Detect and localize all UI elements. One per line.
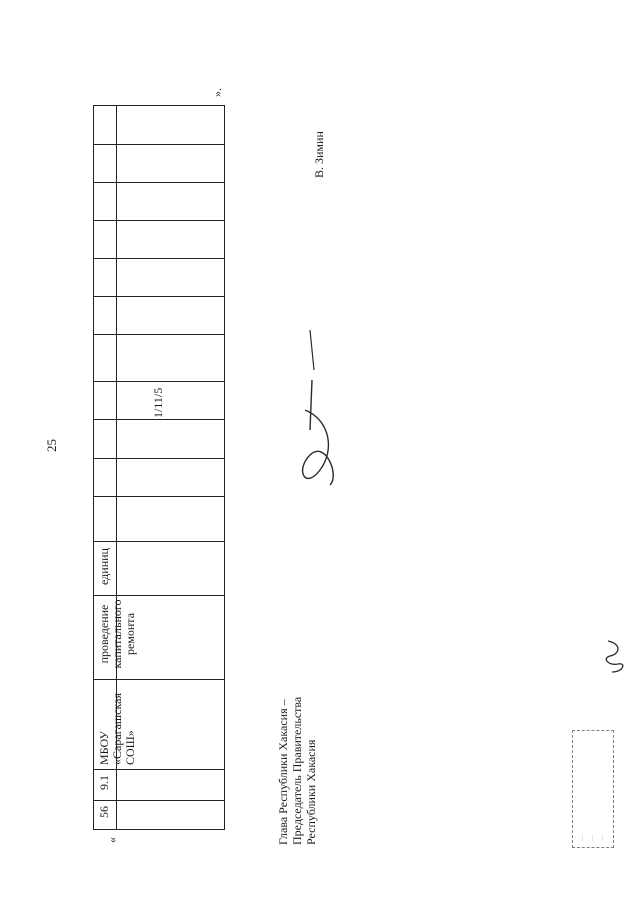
cell-organization [98,693,137,765]
title-line: Председатель Правительства [290,696,304,845]
purpose-line: ремонта [123,612,137,656]
column-divider [93,800,225,801]
table-border-bottom [224,105,225,830]
cell-purpose [98,593,137,675]
column-divider [93,541,225,542]
column-divider [93,182,225,183]
cell-value: 1/11/5 [151,387,165,418]
page-number: 25 [44,439,59,452]
closing-quote-mark: ». [210,88,224,97]
column-divider [93,769,225,770]
stamp-line: … [599,835,605,841]
organization-line: «Сарагашская [110,693,124,765]
column-divider [93,381,225,382]
column-divider [93,296,225,297]
column-divider [93,679,225,680]
stamp-line: … [589,835,595,841]
column-divider [93,496,225,497]
column-divider [93,144,225,145]
signatory-title [276,697,318,845]
cell-unit: единиц [97,548,111,585]
opening-quote-mark: « [105,837,119,843]
organization-line: МБОУ [97,731,111,765]
column-divider [93,419,225,420]
column-divider [93,458,225,459]
purpose-line: капитального [110,599,124,669]
registration-stamp [572,730,614,848]
column-divider [93,334,225,335]
title-line: Республики Хакасия [304,739,318,845]
table-border-top [93,105,94,830]
stamp-line: … [579,835,585,841]
column-divider [93,258,225,259]
cell-section: 9.1 [97,775,111,790]
cell-row-number: 56 [97,806,111,818]
column-divider [93,829,225,830]
purpose-line: проведение [97,604,111,664]
column-divider [93,105,225,106]
handwritten-signature [290,320,360,500]
column-divider [93,220,225,221]
initials-mark [600,636,630,676]
signer-name: В. Зимин [312,131,326,178]
title-line: Глава Республики Хакасия – [276,699,290,845]
organization-line: СОШ» [123,730,137,765]
